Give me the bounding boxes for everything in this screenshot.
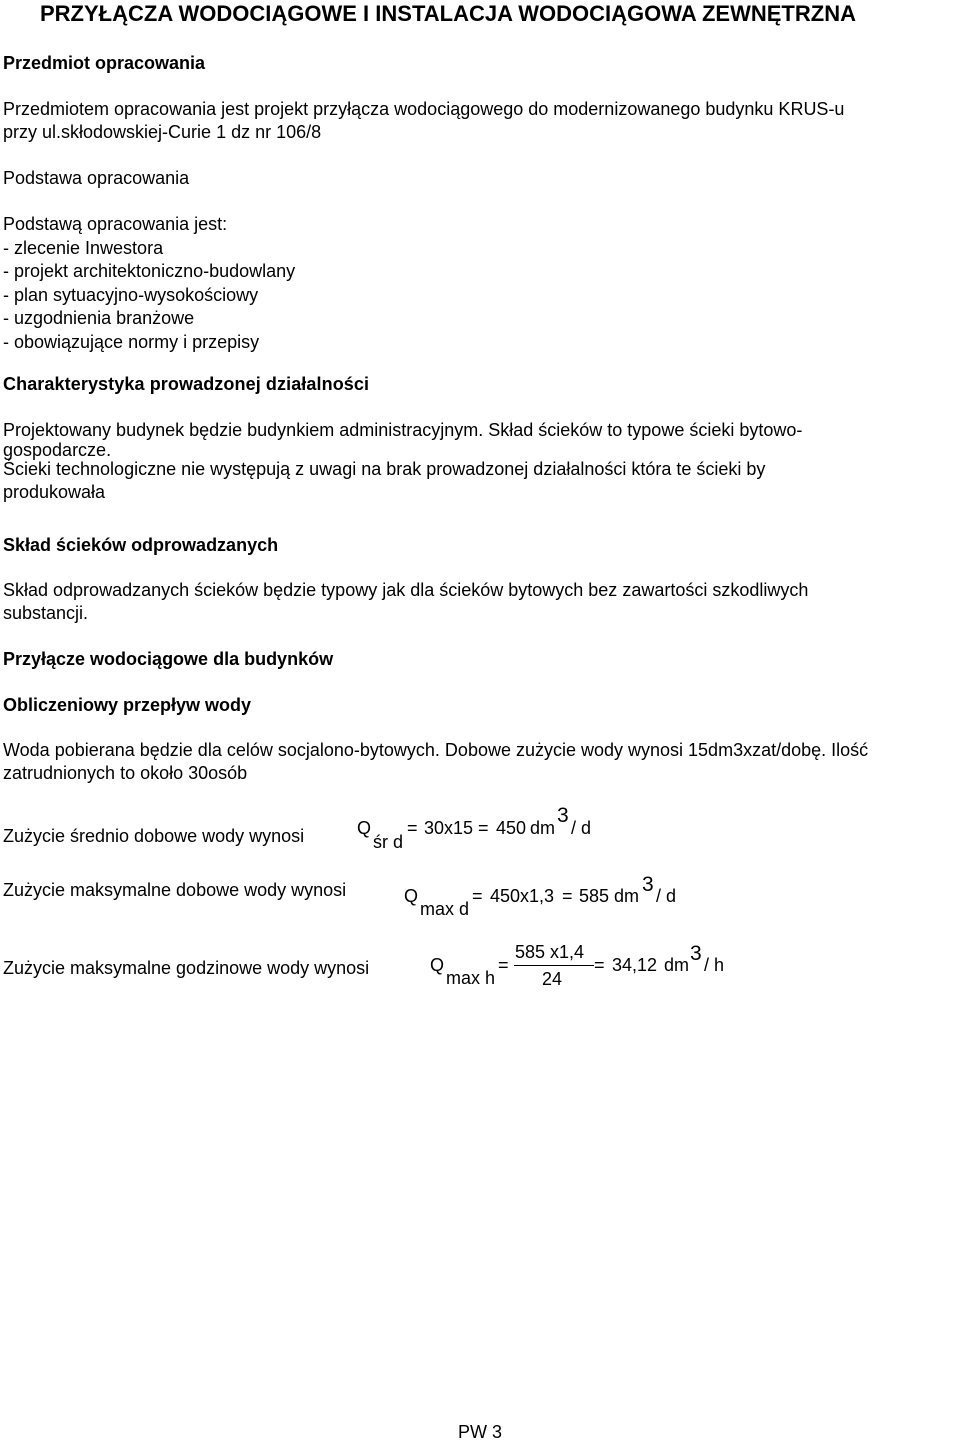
formula-per-unit: / d xyxy=(656,886,677,906)
paragraph-line: przy ul.skłodowskiej-Curie 1 dz nr 106/8 xyxy=(3,122,322,142)
section-body-przeplyw xyxy=(3,739,868,785)
formula-per-unit: / h xyxy=(704,955,725,975)
list-intro: Podstawą opracowania jest: xyxy=(3,214,228,234)
formula-subscript: max d xyxy=(420,899,470,919)
list-item: - projekt architektoniczno-budowlany xyxy=(3,261,296,281)
formula-per-unit: / d xyxy=(571,818,592,838)
formula-equals: = xyxy=(498,955,509,975)
formula-equals: = xyxy=(594,955,605,975)
formula-exponent: 3 xyxy=(557,804,569,827)
section-heading-charakterystyka: Charakterystyka prowadzonej działalności xyxy=(3,374,370,394)
section-heading-przylacze: Przyłącze wodociągowe dla budynków xyxy=(3,649,334,669)
formula-result: 585 xyxy=(579,886,610,906)
formula-label-maks-godzinowe: Zużycie maksymalne godzinowe wody wynosi xyxy=(3,958,370,978)
list-item: - zlecenie Inwestora xyxy=(3,237,164,258)
page-number: PW 3 xyxy=(458,1422,503,1442)
section-heading-podstawa: Podstawa opracowania xyxy=(3,168,190,188)
formula-expression: 30x15 xyxy=(424,818,474,838)
section-body-charakterystyka xyxy=(3,419,802,504)
formula-expression: 450x1,3 xyxy=(490,886,555,906)
formula-symbol-q: Q xyxy=(404,886,419,906)
paragraph-line: Skład odprowadzanych ścieków będzie typowy jak dla ścieków bytowych bez zawartości szkodliwych xyxy=(3,580,809,600)
formula-equals: = xyxy=(472,886,483,906)
document-title: PRZYŁĄCZA WODOCIĄGOWE I INSTALACJA WODOCIĄGOWA ZEWNĘTRZNA xyxy=(40,1,856,26)
section-heading-sklad: Skład ścieków odprowadzanych xyxy=(3,535,279,555)
section-body-przedmiot xyxy=(3,98,844,144)
formula-label-srednie: Zużycie średnio dobowe wody wynosi xyxy=(3,826,305,846)
paragraph-line: zatrudnionych to około 30osób xyxy=(3,763,248,783)
paragraph-line: substancji. xyxy=(3,603,89,623)
formula-numerator: 585 x1,4 xyxy=(515,942,585,962)
formula-denominator: 24 xyxy=(542,969,563,989)
paragraph-line: produkowała xyxy=(3,482,106,502)
formula-unit: dm xyxy=(664,955,690,975)
formula-equals: = xyxy=(478,818,489,838)
formula-subscript: max h xyxy=(446,968,496,988)
section-body-sklad xyxy=(3,579,808,625)
formula-equals: = xyxy=(562,886,573,906)
section-body-podstawa xyxy=(3,213,295,354)
formula-symbol-q: Q xyxy=(430,955,445,975)
formula-subscript: śr d xyxy=(373,832,404,852)
list-item: - uzgodnienia branżowe xyxy=(3,308,195,328)
formula-label-maks-dobowe: Zużycie maksymalne dobowe wody wynosi xyxy=(3,880,347,900)
formula-unit: dm xyxy=(530,818,556,838)
section-heading-przeplyw: Obliczeniowy przepływ wody xyxy=(3,695,252,715)
formula-equals: = xyxy=(407,818,418,838)
section-heading-przedmiot: Przedmiot opracowania xyxy=(3,53,206,73)
paragraph-line: Woda pobierana będzie dla celów socjalono-bytowych. Dobowe zużycie wody wynosi 15dm3xzat/dobę. Ilość xyxy=(3,740,869,760)
formula-exponent: 3 xyxy=(690,942,702,965)
list-item: - plan sytuacyjno-wysokościowy xyxy=(3,284,259,305)
paragraph-line: Przedmiotem opracowania jest projekt przyłącza wodociągowego do modernizowanego budynku KRUS-u xyxy=(3,99,845,119)
paragraph-line: gospodarcze. xyxy=(3,440,112,460)
formula-exponent: 3 xyxy=(642,873,654,896)
formula-result: 34,12 xyxy=(612,955,658,975)
formula-symbol-q: Q xyxy=(357,818,372,838)
formula-unit: dm xyxy=(614,886,640,906)
paragraph-line: Projektowany budynek będzie budynkiem administracyjnym. Skład ścieków to typowe ścieki bytowo- xyxy=(3,420,803,440)
formula-result: 450 xyxy=(496,818,527,838)
paragraph-line: Ścieki technologiczne nie występują z uwagi na brak prowadzonej działalności która te ścieki by xyxy=(3,459,766,479)
fraction-bar xyxy=(514,965,594,966)
list-item: - obowiązujące normy i przepisy xyxy=(3,331,260,352)
